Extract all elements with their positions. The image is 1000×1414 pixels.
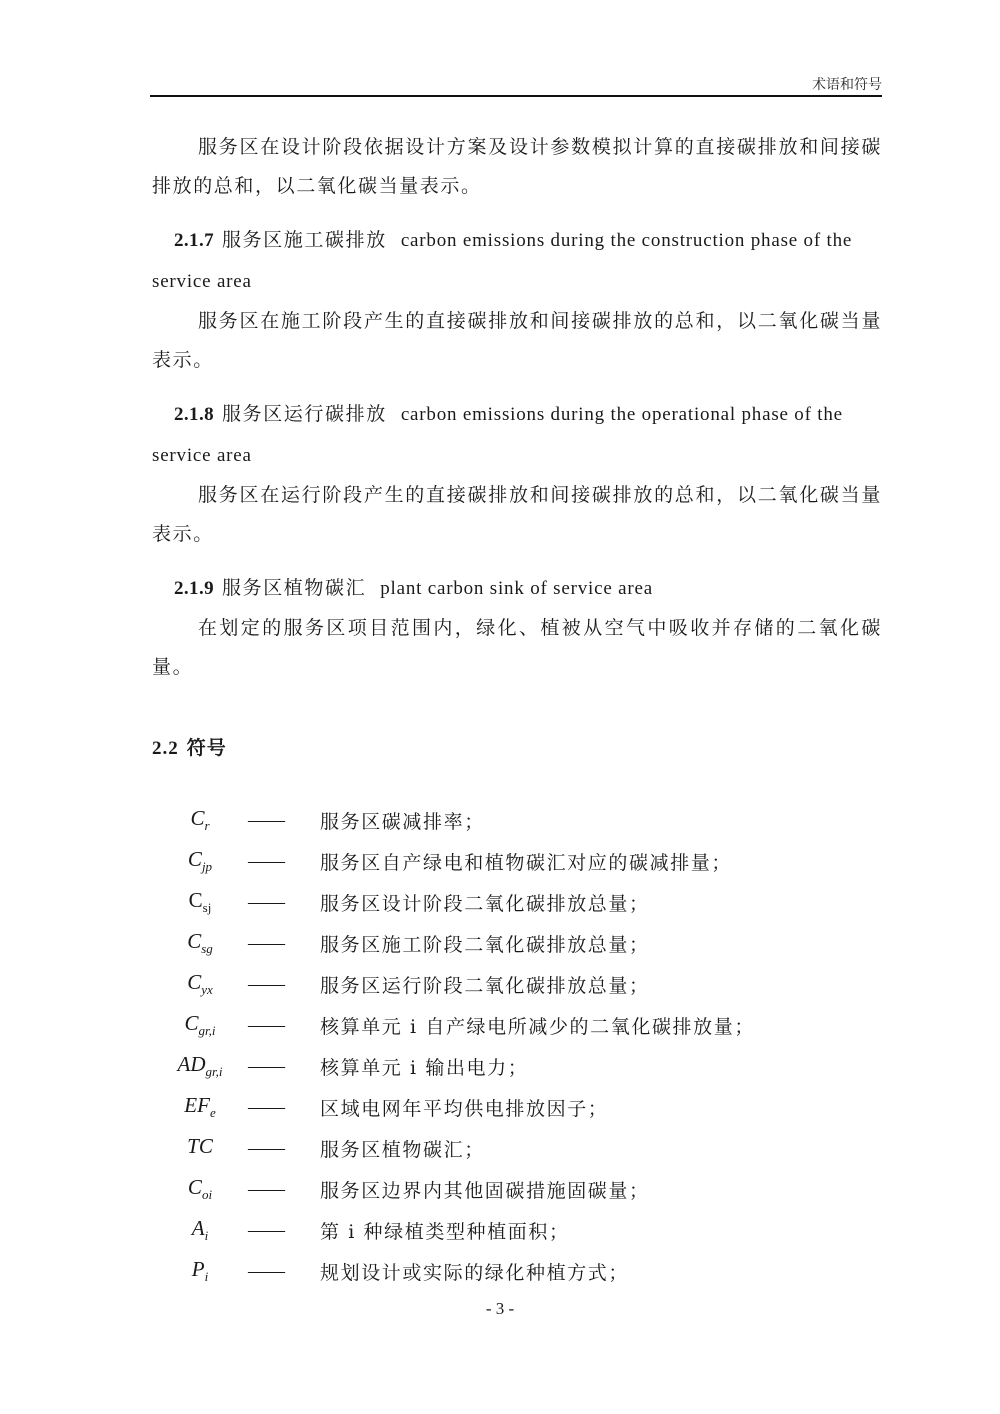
- symbol-dash: ——: [248, 932, 284, 954]
- symbol-dash: ——: [248, 973, 284, 995]
- term-definition: 在划定的服务区项目范围内，绿化、植被从空气中吸收并存储的二氧化碳量。: [152, 617, 882, 678]
- term-heading: [152, 394, 882, 476]
- symbol: $C_{sj}$: [188, 888, 212, 916]
- term-number: 2.1.7: [174, 230, 214, 251]
- page-content: [152, 128, 882, 1292]
- term-heading: [152, 568, 882, 609]
- term-number: 2.1.8: [174, 404, 214, 425]
- symbol-description: 服务区碳减排率；: [320, 811, 485, 833]
- symbol-row: [152, 1169, 882, 1210]
- symbol: $A_i$: [191, 1216, 209, 1244]
- symbol-dash: ——: [248, 1055, 284, 1077]
- symbol-list: [152, 800, 882, 1292]
- symbol-row: [152, 1128, 882, 1169]
- symbol: TC: [187, 1134, 213, 1159]
- symbol: $EF_e$: [184, 1093, 216, 1121]
- symbol-dash: ——: [248, 1014, 284, 1036]
- symbol-row: [152, 841, 882, 882]
- symbol-description: 核算单元 i 输出电力；: [320, 1057, 529, 1079]
- symbol-description: 服务区运行阶段二氧化碳排放总量；: [320, 975, 650, 997]
- symbol-description: 区域电网年平均供电排放因子；: [320, 1098, 609, 1120]
- symbol-dash: ——: [248, 1178, 284, 1200]
- term-number: 2.1.9: [174, 578, 214, 599]
- symbol: $C_{oi}$: [187, 1175, 213, 1203]
- header-rule: [150, 95, 882, 97]
- symbol-row: [152, 1251, 882, 1292]
- symbol-dash: ——: [248, 1137, 284, 1159]
- intro-paragraph: 服务区在设计阶段依据设计方案及设计参数模拟计算的直接碳排放和间接碳排放的总和，以二氧化碳当量表示。: [152, 136, 882, 197]
- term-definition: 服务区在运行阶段产生的直接碳排放和间接碳排放的总和，以二氧化碳当量表示。: [152, 484, 882, 545]
- term-heading: [152, 220, 882, 302]
- symbol-description: 核算单元 i 自产绿电所减少的二氧化碳排放量；: [320, 1016, 755, 1038]
- symbol-dash: ——: [248, 1219, 284, 1241]
- symbol-description: 服务区设计阶段二氧化碳排放总量；: [320, 893, 650, 915]
- symbol-dash: ——: [248, 891, 284, 913]
- symbol-row: [152, 882, 882, 923]
- symbol-row: [152, 1087, 882, 1128]
- term-title-en: carbon emissions during the operational phase of the service area: [152, 404, 843, 466]
- term-title-en: carbon emissions during the construction phase of the service area: [152, 230, 853, 292]
- term-title-zh: 服务区植物碳汇: [222, 577, 367, 599]
- symbol-description: 服务区施工阶段二氧化碳排放总量；: [320, 934, 650, 956]
- section-title: 符号: [186, 737, 227, 759]
- symbol: $C_r$: [190, 806, 210, 834]
- symbol-description: 服务区自产绿电和植物碳汇对应的碳减排量；: [320, 852, 733, 874]
- symbol-dash: ——: [248, 1260, 284, 1282]
- page-number: - 3 -: [485, 1299, 515, 1318]
- symbol: $P_i$: [191, 1257, 209, 1285]
- symbol-description: 服务区植物碳汇；: [320, 1139, 485, 1161]
- symbol-row: [152, 1005, 882, 1046]
- term-definition: 服务区在施工阶段产生的直接碳排放和间接碳排放的总和，以二氧化碳当量表示。: [152, 310, 882, 371]
- symbol-row: [152, 800, 882, 841]
- symbol-row: [152, 923, 882, 964]
- symbol-dash: ——: [248, 809, 284, 831]
- symbol: $C_{gr,i}$: [184, 1011, 216, 1039]
- term-title-zh: 服务区运行碳排放: [222, 403, 387, 425]
- symbol-dash: ——: [248, 1096, 284, 1118]
- symbol-description: 服务区边界内其他固碳措施固碳量；: [320, 1180, 650, 1202]
- symbol-dash: ——: [248, 850, 284, 872]
- symbol-row: [152, 1210, 882, 1251]
- symbol: $AD_{gr,i}$: [177, 1052, 223, 1080]
- symbol-row: [152, 964, 882, 1005]
- term-title-zh: 服务区施工碳排放: [222, 229, 387, 251]
- symbol: $C_{jp}$: [187, 847, 213, 875]
- symbol-description: 第 i 种绿植类型种植面积；: [320, 1221, 570, 1243]
- symbol: $C_{sg}$: [187, 929, 213, 957]
- section-number: 2.2: [152, 738, 179, 759]
- section-heading: [152, 733, 882, 760]
- term-title-en: plant carbon sink of service area: [380, 578, 653, 599]
- header-title: 术语和符号: [812, 77, 882, 93]
- symbol: $C_{yx}$: [187, 970, 213, 998]
- symbol-row: [152, 1046, 882, 1087]
- symbol-description: 规划设计或实际的绿化种植方式；: [320, 1262, 630, 1284]
